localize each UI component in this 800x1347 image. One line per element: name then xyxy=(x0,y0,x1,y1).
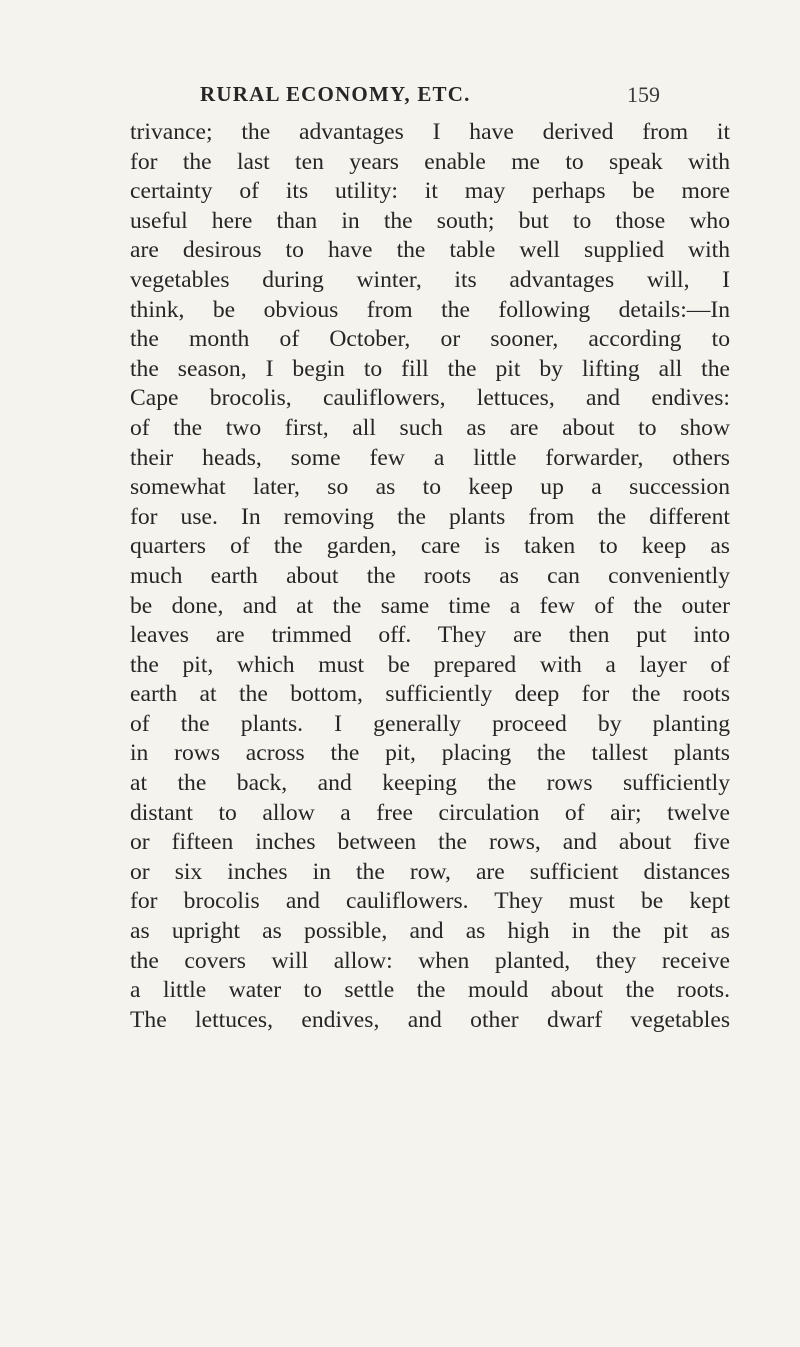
text-line: or fifteen inches between the rows, and about five xyxy=(130,829,730,856)
text-line: much earth about the roots as can conveniently xyxy=(130,562,730,589)
text-line: the season, I begin to fill the pit by lifting all the xyxy=(130,355,730,382)
text-line: vegetables during winter, its advantages will, I xyxy=(130,266,730,293)
text-line: trivance; the advantages I have derived from it xyxy=(130,119,730,145)
text-line: The lettuces, endives, and other dwarf vegetables xyxy=(130,1006,730,1033)
text-line: leaves are trimmed off. They are then put into xyxy=(130,622,730,649)
text-line: at the back, and keeping the rows sufficiently xyxy=(130,770,730,797)
text-line: quarters of the garden, care is taken to keep as xyxy=(130,533,730,560)
running-head xyxy=(200,82,660,112)
text-line: Cape brocolis, cauliflowers, lettuces, and endives: xyxy=(130,385,730,412)
text-line: for use. In removing the plants from the different xyxy=(130,503,730,530)
text-line: as upright as possible, and as high in the pit as xyxy=(130,918,730,945)
text-line: of the two first, all such as are about to show xyxy=(130,414,730,441)
text-line: of the plants. I generally proceed by planting xyxy=(130,710,730,737)
text-line: useful here than in the south; but to those who xyxy=(130,207,730,234)
text-line: distant to allow a free circulation of air; twelve xyxy=(130,799,730,826)
text-line: be done, and at the same time a few of the outer xyxy=(130,592,730,619)
text-line: certainty of its utility: it may perhaps be more xyxy=(130,178,730,205)
text-line: the month of October, or sooner, according to xyxy=(130,326,730,353)
running-title: RURAL ECONOMY, ETC. xyxy=(200,82,471,106)
text-line: somewhat later, so as to keep up a succession xyxy=(130,474,730,501)
text-line: the covers will allow: when planted, they receive xyxy=(130,947,730,974)
text-line: in rows across the pit, placing the tallest plants xyxy=(130,740,730,767)
body-text xyxy=(130,118,730,1035)
text-line: the pit, which must be prepared with a layer of xyxy=(130,651,730,678)
text-line: a little water to settle the mould about the roots. xyxy=(130,977,730,1004)
text-line: earth at the bottom, sufficiently deep for the roots xyxy=(130,681,730,708)
text-line: their heads, some few a little forwarder, others xyxy=(130,444,730,471)
text-line: for the last ten years enable me to speak with xyxy=(130,148,730,175)
text-line: or six inches in the row, are sufficient distances xyxy=(130,858,730,885)
text-line: are desirous to have the table well supplied with xyxy=(130,237,730,264)
text-line: think, be obvious from the following details:—In xyxy=(130,296,730,323)
text-line: for brocolis and cauliflowers. They must be kept xyxy=(130,888,730,915)
page-number: 159 xyxy=(627,82,660,107)
